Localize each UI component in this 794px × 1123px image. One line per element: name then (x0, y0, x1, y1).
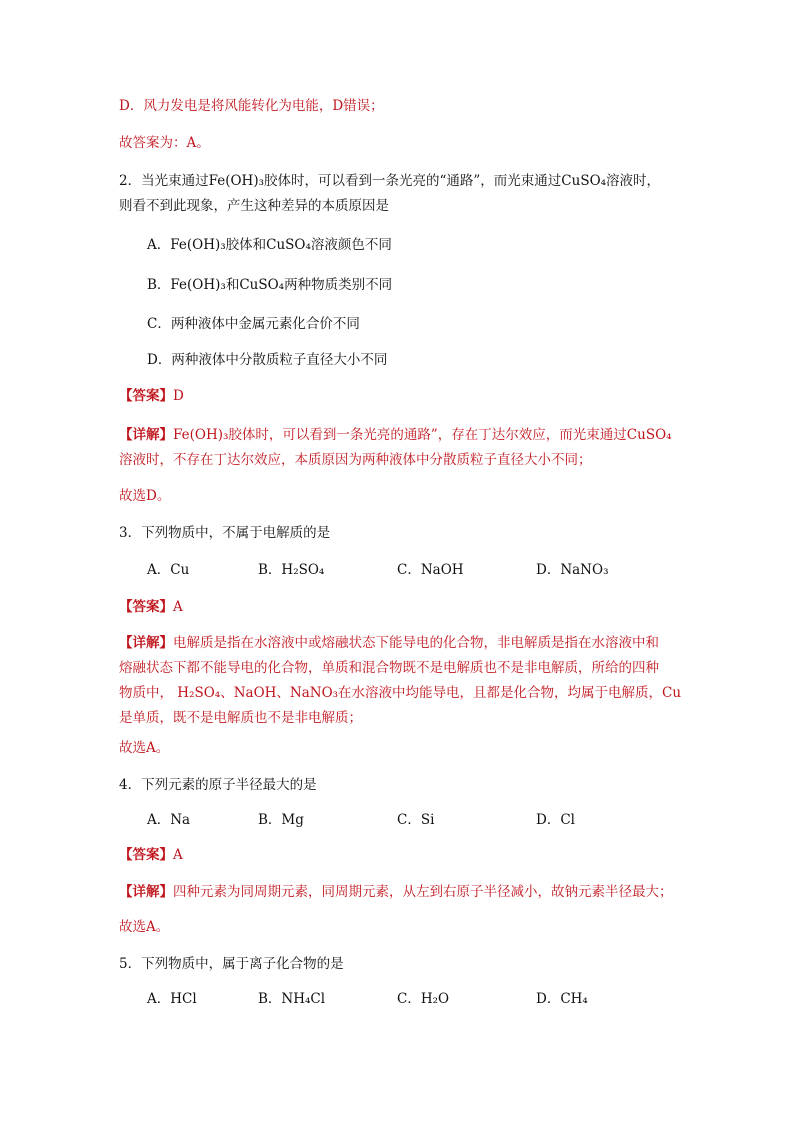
q3-option-c: C．NaOH (397, 562, 464, 578)
q5-option-d: D．CH₄ (536, 991, 588, 1007)
detail-tag: 【详解】 (119, 427, 173, 443)
q4-option-d: D．Cl (536, 812, 575, 828)
answer-value: A (173, 599, 183, 615)
q3-detail-line-3: 物质中， H₂SO₄、NaOH、NaNO₃在水溶液中均能导电，且都是化合物，均属于电解质，Cu (119, 685, 682, 701)
q3-stem: 3．下列物质中，不属于电解质的是 (119, 525, 331, 541)
detail-tag: 【详解】 (119, 884, 173, 900)
answer-value: A (173, 847, 183, 863)
answer-tag: 【答案】 (119, 388, 173, 404)
q2-option-a: A．Fe(OH)₃胶体和CuSO₄溶液颜色不同 (147, 237, 392, 253)
q1-option-d-explanation: D．风力发电是将风能转化为电能，D错误； (119, 98, 384, 114)
answer-tag: 【答案】 (119, 847, 173, 863)
q5-stem: 5．下列物质中，属于离子化合物的是 (119, 956, 344, 972)
detail-text: 四种元素为同周期元素，同周期元素，从左到右原子半径减小，故钠元素半径最大； (173, 884, 673, 900)
answer-tag: 【答案】 (119, 599, 173, 615)
q4-option-b: B．Mg (258, 812, 304, 828)
q5-option-c: C．H₂O (397, 991, 450, 1007)
q5-option-b: B．NH₄Cl (258, 991, 326, 1007)
q2-option-d: D．两种液体中分散质粒子直径大小不同 (147, 352, 388, 368)
q2-option-b: B．Fe(OH)₃和CuSO₄两种物质类别不同 (147, 277, 393, 293)
q3-detail-line-2: 熔融状态下都不能导电的化合物，单质和混合物既不是电解质也不是非电解质，所给的四种 (119, 660, 659, 676)
q3-detail-line-4: 是单质，既不是电解质也不是非电解质； (119, 710, 362, 726)
q4-stem: 4．下列元素的原子半径最大的是 (119, 777, 317, 793)
q2-detail-line-1 (119, 426, 672, 444)
q3-answer (119, 598, 183, 616)
q4-option-c: C．Si (397, 812, 435, 828)
detail-tag: 【详解】 (119, 635, 173, 651)
q2-stem-line-2: 则看不到此现象，产生这种差异的本质原因是 (119, 198, 389, 214)
q4-option-a: A．Na (147, 812, 191, 828)
q3-detail-line-1 (119, 634, 659, 652)
q5-option-a: A．HCl (147, 991, 197, 1007)
q3-option-d: D．NaNO₃ (536, 562, 609, 578)
q3-option-a: A．Cu (147, 562, 190, 578)
answer-value: D (173, 388, 184, 404)
q2-conclusion: 故选D。 (119, 488, 171, 504)
q1-conclusion: 故答案为：A。 (119, 135, 210, 151)
detail-text: Fe(OH)₃胶体时，可以看到一条光亮的通路”，存在丁达尔效应，而光束通过CuSO₄ (173, 427, 672, 443)
detail-text: 电解质是指在水溶液中或熔融状态下能导电的化合物，非电解质是指在水溶液中和 (173, 635, 659, 651)
q4-conclusion: 故选A。 (119, 919, 170, 935)
q2-option-c: C．两种液体中金属元素化合价不同 (147, 316, 360, 332)
q3-conclusion: 故选A。 (119, 740, 170, 756)
q2-stem-line-1: 2．当光束通过Fe(OH)₃胶体时，可以看到一条光亮的“通路”，而光束通过CuSO₄溶液时， (119, 173, 661, 189)
q4-answer (119, 846, 183, 864)
q3-option-b: B．H₂SO₄ (258, 562, 325, 578)
q2-answer (119, 387, 184, 405)
q2-detail-line-2: 溶液时，不存在丁达尔效应，本质原因为两种液体中分散质粒子直径大小不同； (119, 452, 592, 468)
q4-detail-line-1 (119, 883, 673, 901)
